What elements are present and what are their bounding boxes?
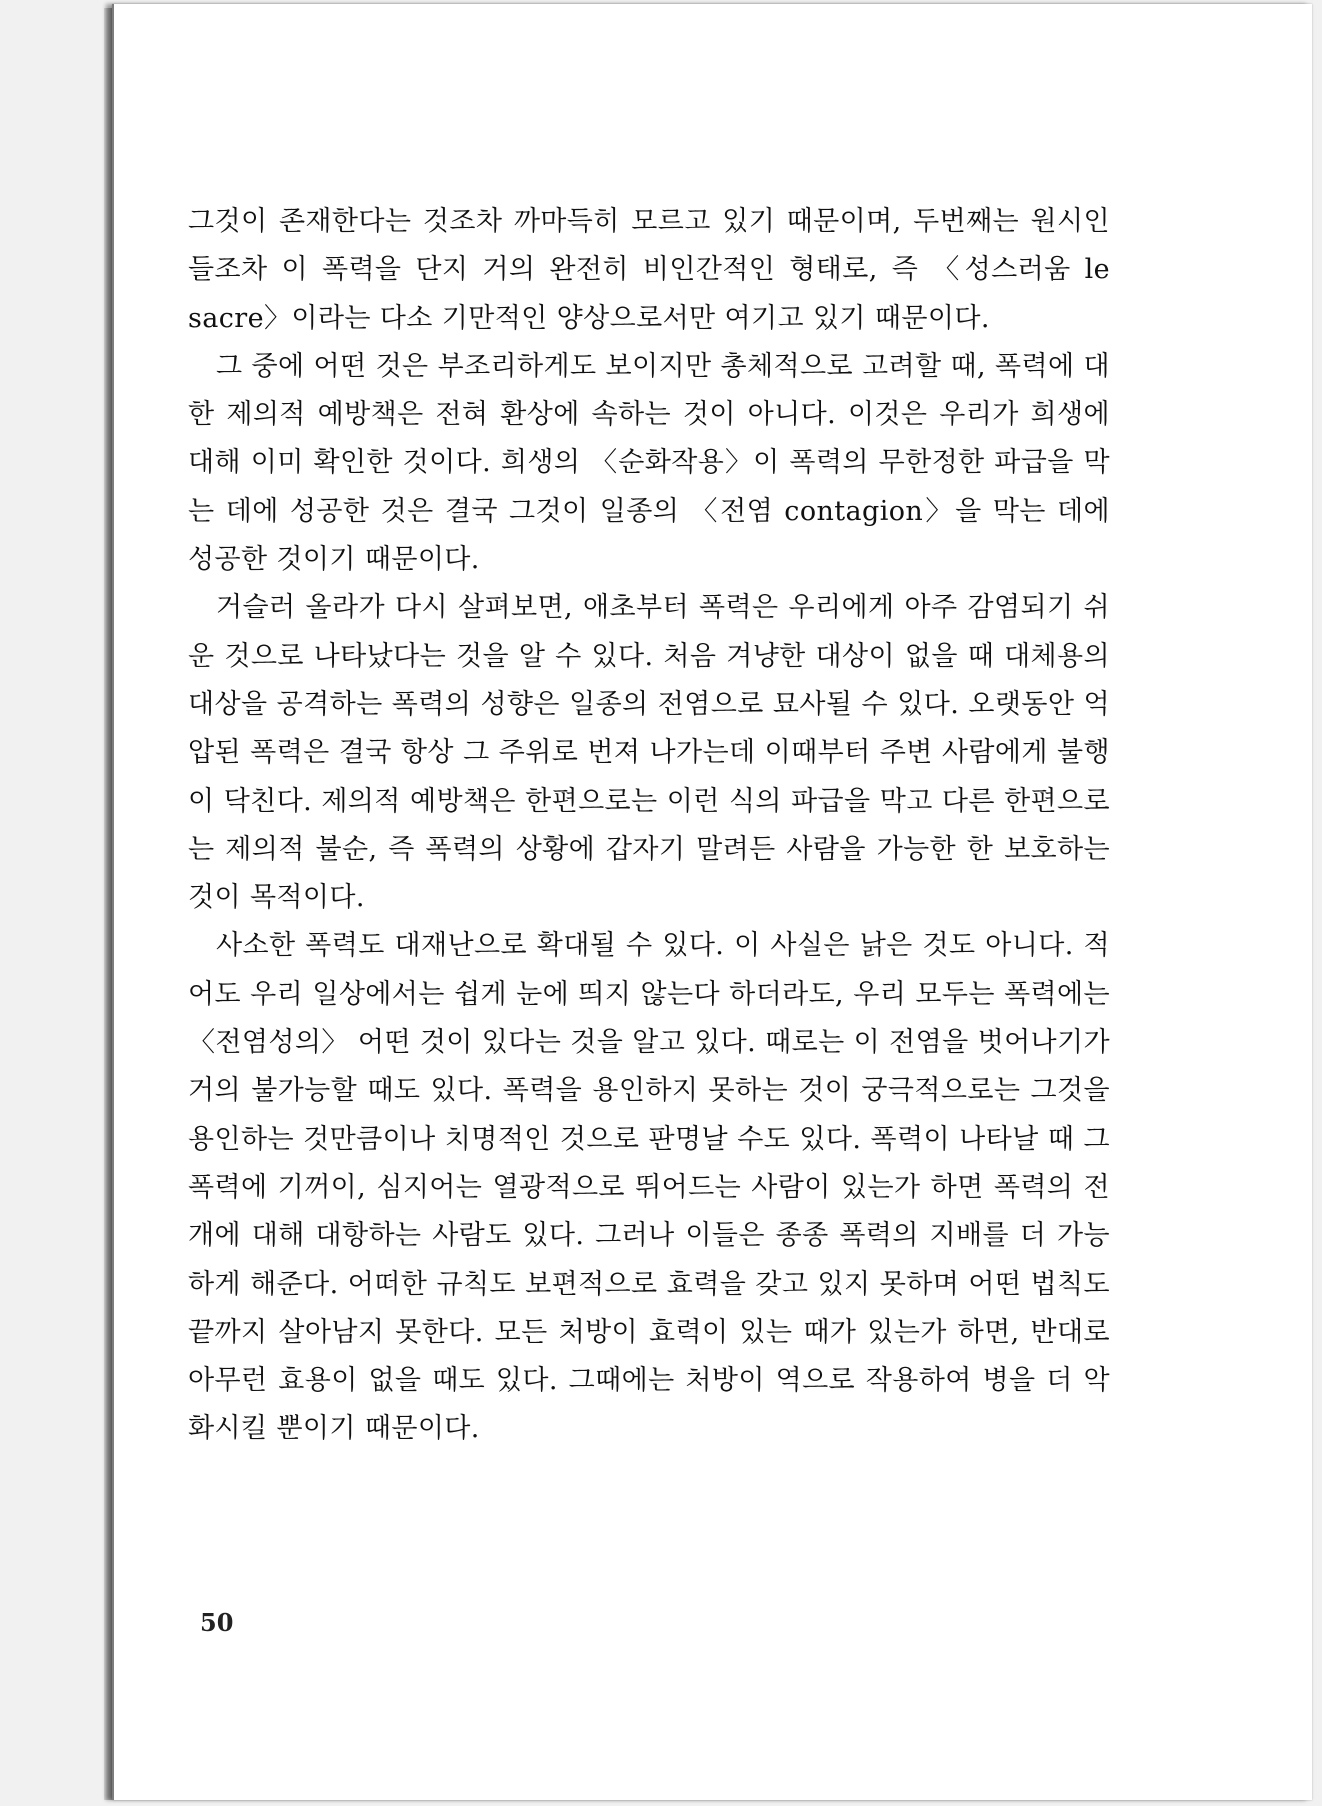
paragraph-1: 그것이 존재한다는 것조차 까마득히 모르고 있기 때문이며, 두번째는 원시인들조차 이 폭력을 단지 거의 완전히 비인간적인 형태로, 즉 〈성스러움 le sacre〉이라는 다소 기만적인 양상으로서만 여기고 있기 때문이다. bbox=[188, 206, 1110, 334]
paragraph-3: 거슬러 올라가 다시 살펴보면, 애초부터 폭력은 우리에게 아주 감염되기 쉬운 것으로 나타났다는 것을 알 수 있다. 처음 겨냥한 대상이 없을 때 대체용의 대상을 공격하는 폭력의 성향은 일종의 전염으로 묘사될 수 있다. 오랫동안 억압된 폭력은 결국 항상 그 주위로 번져 나가는데 이때부터 주변 사람에게 불행이 닥친다. 제의적 예방책은 한편으로는 이런 식의 파급을 막고 다른 한편으로는 제의적 불순, 즉 폭력의 상황에 갑자기 말려든 사람을 가능한 한 보호하는 것이 목적이다. bbox=[188, 592, 1110, 914]
paragraph-2: 그 중에 어떤 것은 부조리하게도 보이지만 총체적으로 고려할 때, 폭력에 대한 제의적 예방책은 전혀 환상에 속하는 것이 아니다. 이것은 우리가 희생에 대해 이미 확인한 것이다. 희생의 〈순화작용〉이 폭력의 무한정한 파급을 막는 데에 성공한 것은 결국 그것이 일종의 〈전염 contagion〉을 막는 데에 성공한 것이기 때문이다. bbox=[188, 350, 1110, 576]
page-number: 50 bbox=[200, 1608, 234, 1637]
body-text bbox=[188, 198, 1110, 1454]
paragraph-4: 사소한 폭력도 대재난으로 확대될 수 있다. 이 사실은 낡은 것도 아니다. 적어도 우리 일상에서는 쉽게 눈에 띄지 않는다 하더라도, 우리 모두는 폭력에는 〈전염성의〉 어떤 것이 있다는 것을 알고 있다. 때로는 이 전염을 벗어나기가 거의 불가능할 때도 있다. 폭력을 용인하지 못하는 것이 궁극적으로는 그것을 용인하는 것만큼이나 치명적인 것으로 판명날 수도 있다. 폭력이 나타날 때 그 폭력에 기꺼이, 심지어는 열광적으로 뛰어드는 사람이 있는가 하면 폭력의 전개에 대해 대항하는 사람도 있다. 그러나 이들은 종종 폭력의 지배를 더 가능하게 해준다. 어떠한 규칙도 보편적으로 효력을 갖고 있지 못하며 어떤 법칙도 끝까지 살아남지 못한다. 모든 처방이 효력이 있는 때가 있는가 하면, 반대로 아무런 효용이 없을 때도 있다. 그때에는 처방이 역으로 작용하여 병을 더 악화시킬 뿐이기 때문이다. bbox=[188, 930, 1110, 1445]
page-edge bbox=[104, 8, 112, 1800]
